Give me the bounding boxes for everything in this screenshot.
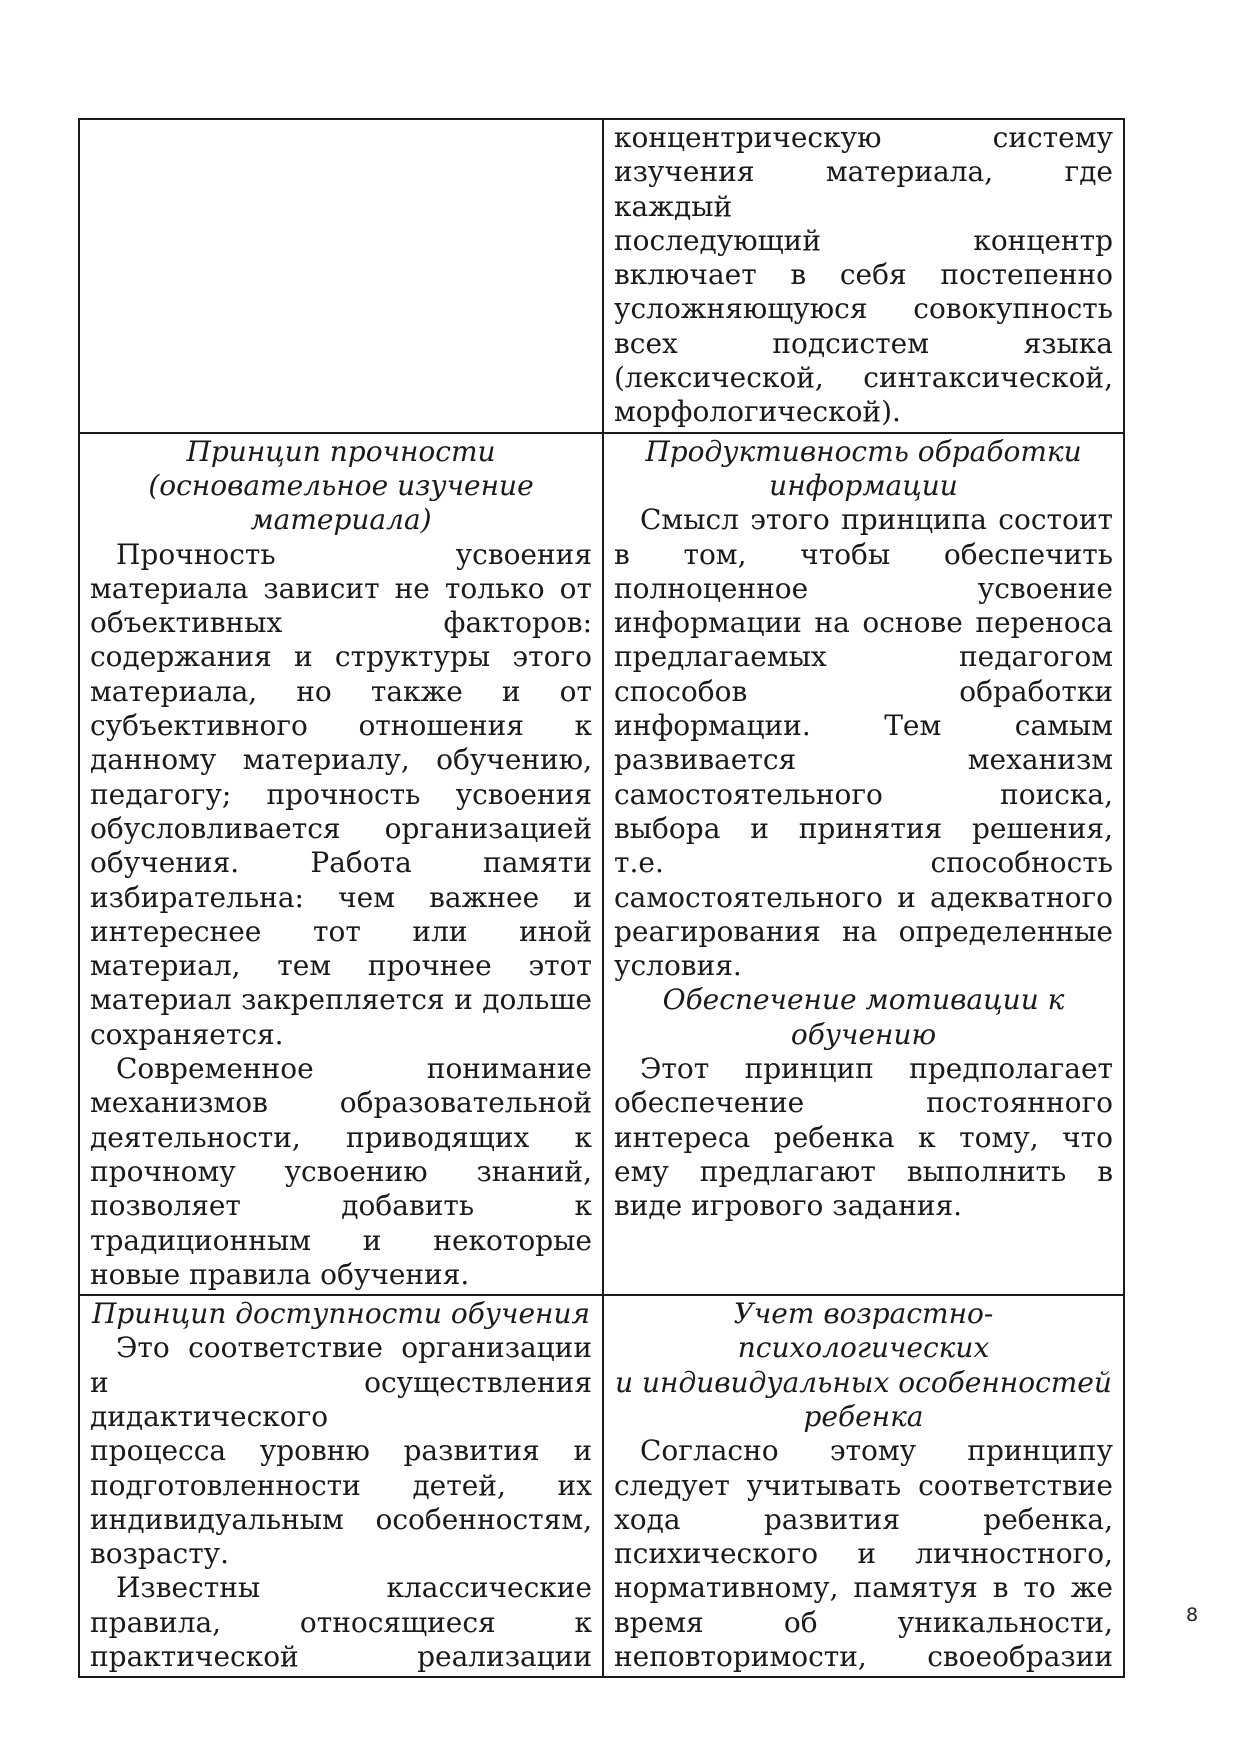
text-line: Современное понимание: [116, 1052, 592, 1086]
text-line: прочному усвоению знаний,: [90, 1154, 592, 1188]
text-line: содержания и структуры этого: [90, 640, 592, 674]
heading-line: (основательное изучение: [148, 468, 534, 502]
text-line: и осуществления дидактического: [90, 1365, 592, 1433]
principles-table: [78, 118, 1125, 1678]
text-line: следует учитывать соответствие: [614, 1468, 1113, 1502]
heading-line: и индивидуальных особенностей: [615, 1365, 1112, 1399]
text-line: возрасту.: [90, 1537, 230, 1571]
text-line: материал, тем прочнее этот: [90, 949, 592, 983]
table-cell-productive-processing: [603, 433, 1124, 1295]
table-row: [79, 119, 1124, 433]
text-line: информации. Тем самым: [614, 709, 1113, 743]
table-cell-strength-principle: [79, 433, 603, 1295]
text-line: практической реализации: [90, 1640, 592, 1674]
table-row: [79, 433, 1124, 1295]
table-cell-concentric-system: [603, 119, 1124, 433]
text-line: ему предлагают выполнить в: [614, 1154, 1113, 1188]
text-line: обусловливается организацией: [90, 811, 592, 845]
cell-paragraph: [90, 538, 592, 1052]
text-line: усложняющуюся совокупность: [614, 292, 1113, 326]
text-line: в том, чтобы обеспечить: [614, 537, 1113, 571]
text-line: время об уникальности,: [614, 1605, 1113, 1639]
cell-paragraph: [614, 121, 1113, 430]
principle-heading: [614, 1297, 1113, 1434]
text-line: объективных факторов:: [90, 606, 592, 640]
cell-paragraph: [90, 1052, 592, 1292]
text-line: подготовленности детей, их: [90, 1468, 592, 1502]
text-line: Известны классические: [116, 1571, 592, 1605]
text-line: развивается механизм: [614, 743, 1113, 777]
text-line: обучения. Работа памяти: [90, 846, 592, 880]
text-line: материала, но также и от: [90, 674, 592, 708]
text-line: обеспечение постоянного: [614, 1086, 1113, 1120]
heading-line: обучению: [790, 1017, 937, 1051]
text-line: субъективного отношения к: [90, 709, 592, 743]
table-cell-accessibility-principle: [79, 1295, 603, 1677]
text-line: изучения материала, где каждый: [614, 155, 1113, 223]
text-line: неповторимости, своеобразии: [614, 1640, 1113, 1674]
text-line: Этот принцип предполагает: [640, 1052, 1113, 1086]
table-row: [79, 1295, 1124, 1677]
text-line: правила, относящиеся к: [90, 1605, 592, 1639]
text-line: педагогу; прочность усвоения: [90, 777, 592, 811]
text-line: избирательна: чем важнее и: [90, 880, 592, 914]
heading-line: материала): [250, 503, 432, 537]
text-line: Это соответствие организации: [116, 1331, 592, 1365]
text-line: (лексической, синтаксической,: [614, 361, 1113, 395]
text-line: процесса уровню развития и: [90, 1434, 592, 1468]
text-line: морфологической).: [614, 395, 901, 429]
text-line: новые правила обучения.: [90, 1257, 470, 1291]
text-line: деятельности, приводящих к: [90, 1120, 592, 1154]
heading-line: ребенка: [803, 1399, 924, 1433]
cell-paragraph: [614, 1052, 1113, 1223]
text-line: информации на основе переноса: [614, 606, 1113, 640]
text-line: самостоятельного поиска,: [614, 777, 1113, 811]
text-line: реагирования на определенные: [614, 914, 1113, 948]
text-line: полноценное усвоение: [614, 571, 1113, 605]
text-line: включает в себя постепенно: [614, 258, 1113, 292]
text-line: интереса ребенка к тому, что: [614, 1120, 1113, 1154]
cell-paragraph: [614, 503, 1113, 983]
page-number: 8: [1186, 1604, 1199, 1626]
text-line: виде игрового задания.: [614, 1189, 963, 1223]
principle-heading: [90, 435, 592, 538]
text-line: интереснее тот или иной: [90, 914, 592, 948]
text-line: нормативному, памятуя в то же: [614, 1571, 1113, 1605]
text-line: условия.: [614, 949, 742, 983]
table-cell-age-considerations: [603, 1295, 1124, 1677]
text-line: способов обработки: [614, 674, 1113, 708]
text-line: сохраняется.: [90, 1017, 284, 1051]
cell-paragraph: [90, 1571, 592, 1674]
text-line: Смысл этого принципа состоит: [640, 503, 1113, 537]
heading-line: Принцип прочности: [186, 434, 496, 468]
table-cell-empty: [79, 119, 603, 433]
heading-line: Принцип доступности обучения: [91, 1297, 591, 1331]
text-line: предлагаемых педагогом: [614, 640, 1113, 674]
text-line: хода развития ребенка,: [614, 1502, 1113, 1536]
heading-line: Учет возрастно-психологических: [733, 1297, 994, 1365]
text-line: механизмов образовательной: [90, 1086, 592, 1120]
text-line: данному материалу, обучению,: [90, 743, 592, 777]
heading-line: Продуктивность обработки: [645, 434, 1082, 468]
principle-heading: [614, 983, 1113, 1052]
text-line: т.е. способность: [614, 846, 1113, 880]
text-line: психического и личностного,: [614, 1537, 1113, 1571]
cell-paragraph: [614, 1434, 1113, 1674]
text-line: индивидуальным особенностям,: [90, 1502, 592, 1536]
text-line: материал закрепляется и дольше: [90, 983, 592, 1017]
text-line: самостоятельного и адекватного: [614, 880, 1113, 914]
text-line: традиционным и некоторые: [90, 1223, 592, 1257]
heading-line: информации: [769, 468, 958, 502]
heading-line: Обеспечение мотивации к: [662, 983, 1065, 1017]
text-line: Прочность усвоения: [116, 537, 592, 571]
principle-heading: [614, 435, 1113, 504]
principle-heading: [90, 1297, 592, 1331]
cell-paragraph: [90, 1331, 592, 1571]
text-line: последующий концентр: [614, 223, 1113, 257]
text-line: выбора и принятия решения,: [614, 811, 1113, 845]
text-line: Согласно этому принципу: [640, 1434, 1113, 1468]
text-line: всех подсистем языка: [614, 326, 1113, 360]
text-line: материала зависит не только от: [90, 571, 592, 605]
text-line: концентрическую систему: [614, 121, 1113, 154]
text-line: позволяет добавить к: [90, 1189, 592, 1223]
